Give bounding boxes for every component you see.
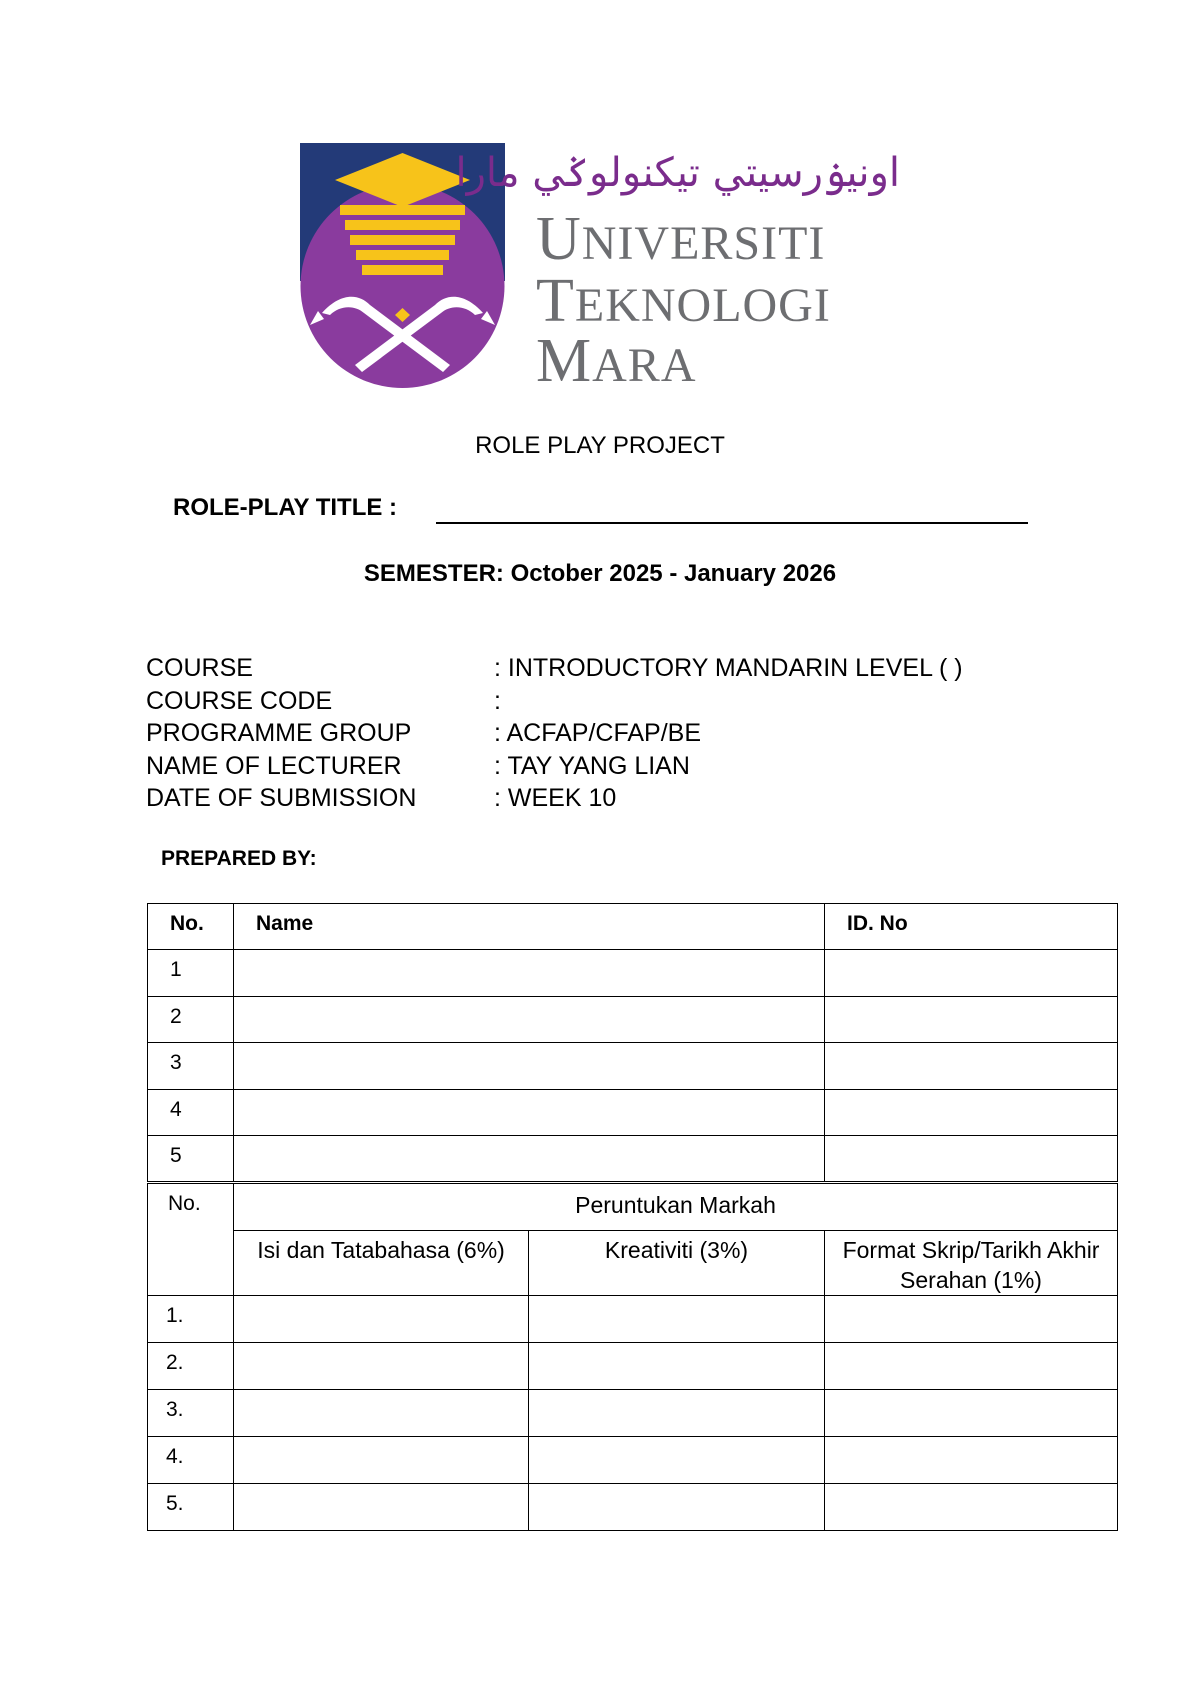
table-row xyxy=(148,950,1118,996)
row-number: 5 xyxy=(148,1135,234,1181)
format-mark-cell[interactable] xyxy=(825,1343,1118,1390)
row-number: 2. xyxy=(148,1343,234,1390)
role-play-title-label: ROLE-PLAY TITLE : xyxy=(173,494,398,521)
row-number: 2 xyxy=(148,996,234,1042)
members-table xyxy=(147,903,1118,1182)
content-mark-cell[interactable] xyxy=(234,1390,529,1437)
creativity-mark-cell[interactable] xyxy=(529,1437,825,1484)
prepared-by-label: PREPARED BY: xyxy=(161,847,317,870)
name-input-cell[interactable] xyxy=(234,1089,825,1135)
marks-header-content: Isi dan Tatabahasa (6%) xyxy=(234,1231,529,1296)
row-number: 1 xyxy=(148,950,234,996)
marks-header-format: Format Skrip/Tarikh Akhir Serahan (1%) xyxy=(825,1231,1118,1296)
uitm-logo xyxy=(300,143,900,395)
row-number: 5. xyxy=(148,1484,234,1531)
detail-label: COURSE CODE xyxy=(146,686,333,715)
table-row xyxy=(148,1296,1118,1343)
detail-label: PROGRAMME GROUP xyxy=(146,719,412,747)
wordmark-line-mara: MARA xyxy=(536,327,697,395)
row-number: 1. xyxy=(148,1296,234,1343)
format-mark-cell[interactable] xyxy=(825,1390,1118,1437)
detail-label: COURSE xyxy=(146,654,253,682)
id-input-cell[interactable] xyxy=(825,1043,1118,1089)
role-play-title-blank xyxy=(436,522,1028,524)
uitm-wordmark xyxy=(455,143,900,395)
wordmark-line-teknologi: TEKNOLOGI xyxy=(536,267,831,335)
marks-group-header-row xyxy=(148,1184,1118,1231)
header-id: ID. No xyxy=(825,904,1118,950)
table-row xyxy=(148,996,1118,1042)
row-number: 3. xyxy=(148,1390,234,1437)
role-play-title-field xyxy=(173,494,1033,528)
id-input-cell[interactable] xyxy=(825,996,1118,1042)
content-mark-cell[interactable] xyxy=(234,1437,529,1484)
creativity-mark-cell[interactable] xyxy=(529,1390,825,1437)
creativity-mark-cell[interactable] xyxy=(529,1343,825,1390)
document-heading: ROLE PLAY PROJECT xyxy=(475,432,725,459)
id-input-cell[interactable] xyxy=(825,950,1118,996)
wordmark-line-universiti: UNIVERSITI xyxy=(536,205,826,273)
detail-label: NAME OF LECTURER xyxy=(146,751,402,780)
table-row xyxy=(148,1089,1118,1135)
row-number: 4. xyxy=(148,1437,234,1484)
marks-column-header-row xyxy=(148,1231,1118,1296)
format-mark-cell[interactable] xyxy=(825,1484,1118,1531)
content-mark-cell[interactable] xyxy=(234,1484,529,1531)
table-row xyxy=(148,1343,1118,1390)
course-details xyxy=(146,652,1046,815)
jawi-university-name: اونيۏرسيتي تيكنولوݢي مارا xyxy=(455,150,900,196)
id-input-cell[interactable] xyxy=(825,1135,1118,1181)
marks-header-no: No. xyxy=(148,1184,234,1296)
format-mark-cell[interactable] xyxy=(825,1437,1118,1484)
creativity-mark-cell[interactable] xyxy=(529,1296,825,1343)
id-input-cell[interactable] xyxy=(825,1089,1118,1135)
detail-value: : INTRODUCTORY MANDARIN LEVEL ( ) xyxy=(494,654,963,682)
header-name: Name xyxy=(234,904,825,950)
table-row xyxy=(148,1390,1118,1437)
detail-value: : WEEK 10 xyxy=(494,784,617,812)
table-row xyxy=(148,1484,1118,1531)
marks-allocation-table xyxy=(147,1183,1118,1531)
detail-row-course xyxy=(146,652,1046,685)
name-input-cell[interactable] xyxy=(234,996,825,1042)
detail-row-course-code xyxy=(146,685,1046,718)
name-input-cell[interactable] xyxy=(234,1043,825,1089)
name-input-cell[interactable] xyxy=(234,950,825,996)
table-row xyxy=(148,1437,1118,1484)
row-number: 3 xyxy=(148,1043,234,1089)
detail-label: DATE OF SUBMISSION xyxy=(146,784,417,812)
detail-row-lecturer xyxy=(146,750,1046,783)
format-mark-cell[interactable] xyxy=(825,1296,1118,1343)
header-no: No. xyxy=(148,904,234,950)
marks-group-header: Peruntukan Markah xyxy=(234,1184,1118,1231)
row-number: 4 xyxy=(148,1089,234,1135)
semester-line: SEMESTER: October 2025 - January 2026 xyxy=(363,560,837,587)
detail-value: : ACFAP/CFAP/BE xyxy=(494,719,702,747)
table-row xyxy=(148,1135,1118,1181)
table-row xyxy=(148,1043,1118,1089)
creativity-mark-cell[interactable] xyxy=(529,1484,825,1531)
members-header-row xyxy=(148,904,1118,950)
detail-value: : xyxy=(494,686,501,715)
name-input-cell[interactable] xyxy=(234,1135,825,1181)
content-mark-cell[interactable] xyxy=(234,1296,529,1343)
detail-row-submission-date xyxy=(146,782,1046,815)
detail-value: : TAY YANG LIAN xyxy=(494,751,690,780)
marks-header-creativity: Kreativiti (3%) xyxy=(529,1231,825,1296)
detail-row-programme-group xyxy=(146,717,1046,750)
content-mark-cell[interactable] xyxy=(234,1343,529,1390)
